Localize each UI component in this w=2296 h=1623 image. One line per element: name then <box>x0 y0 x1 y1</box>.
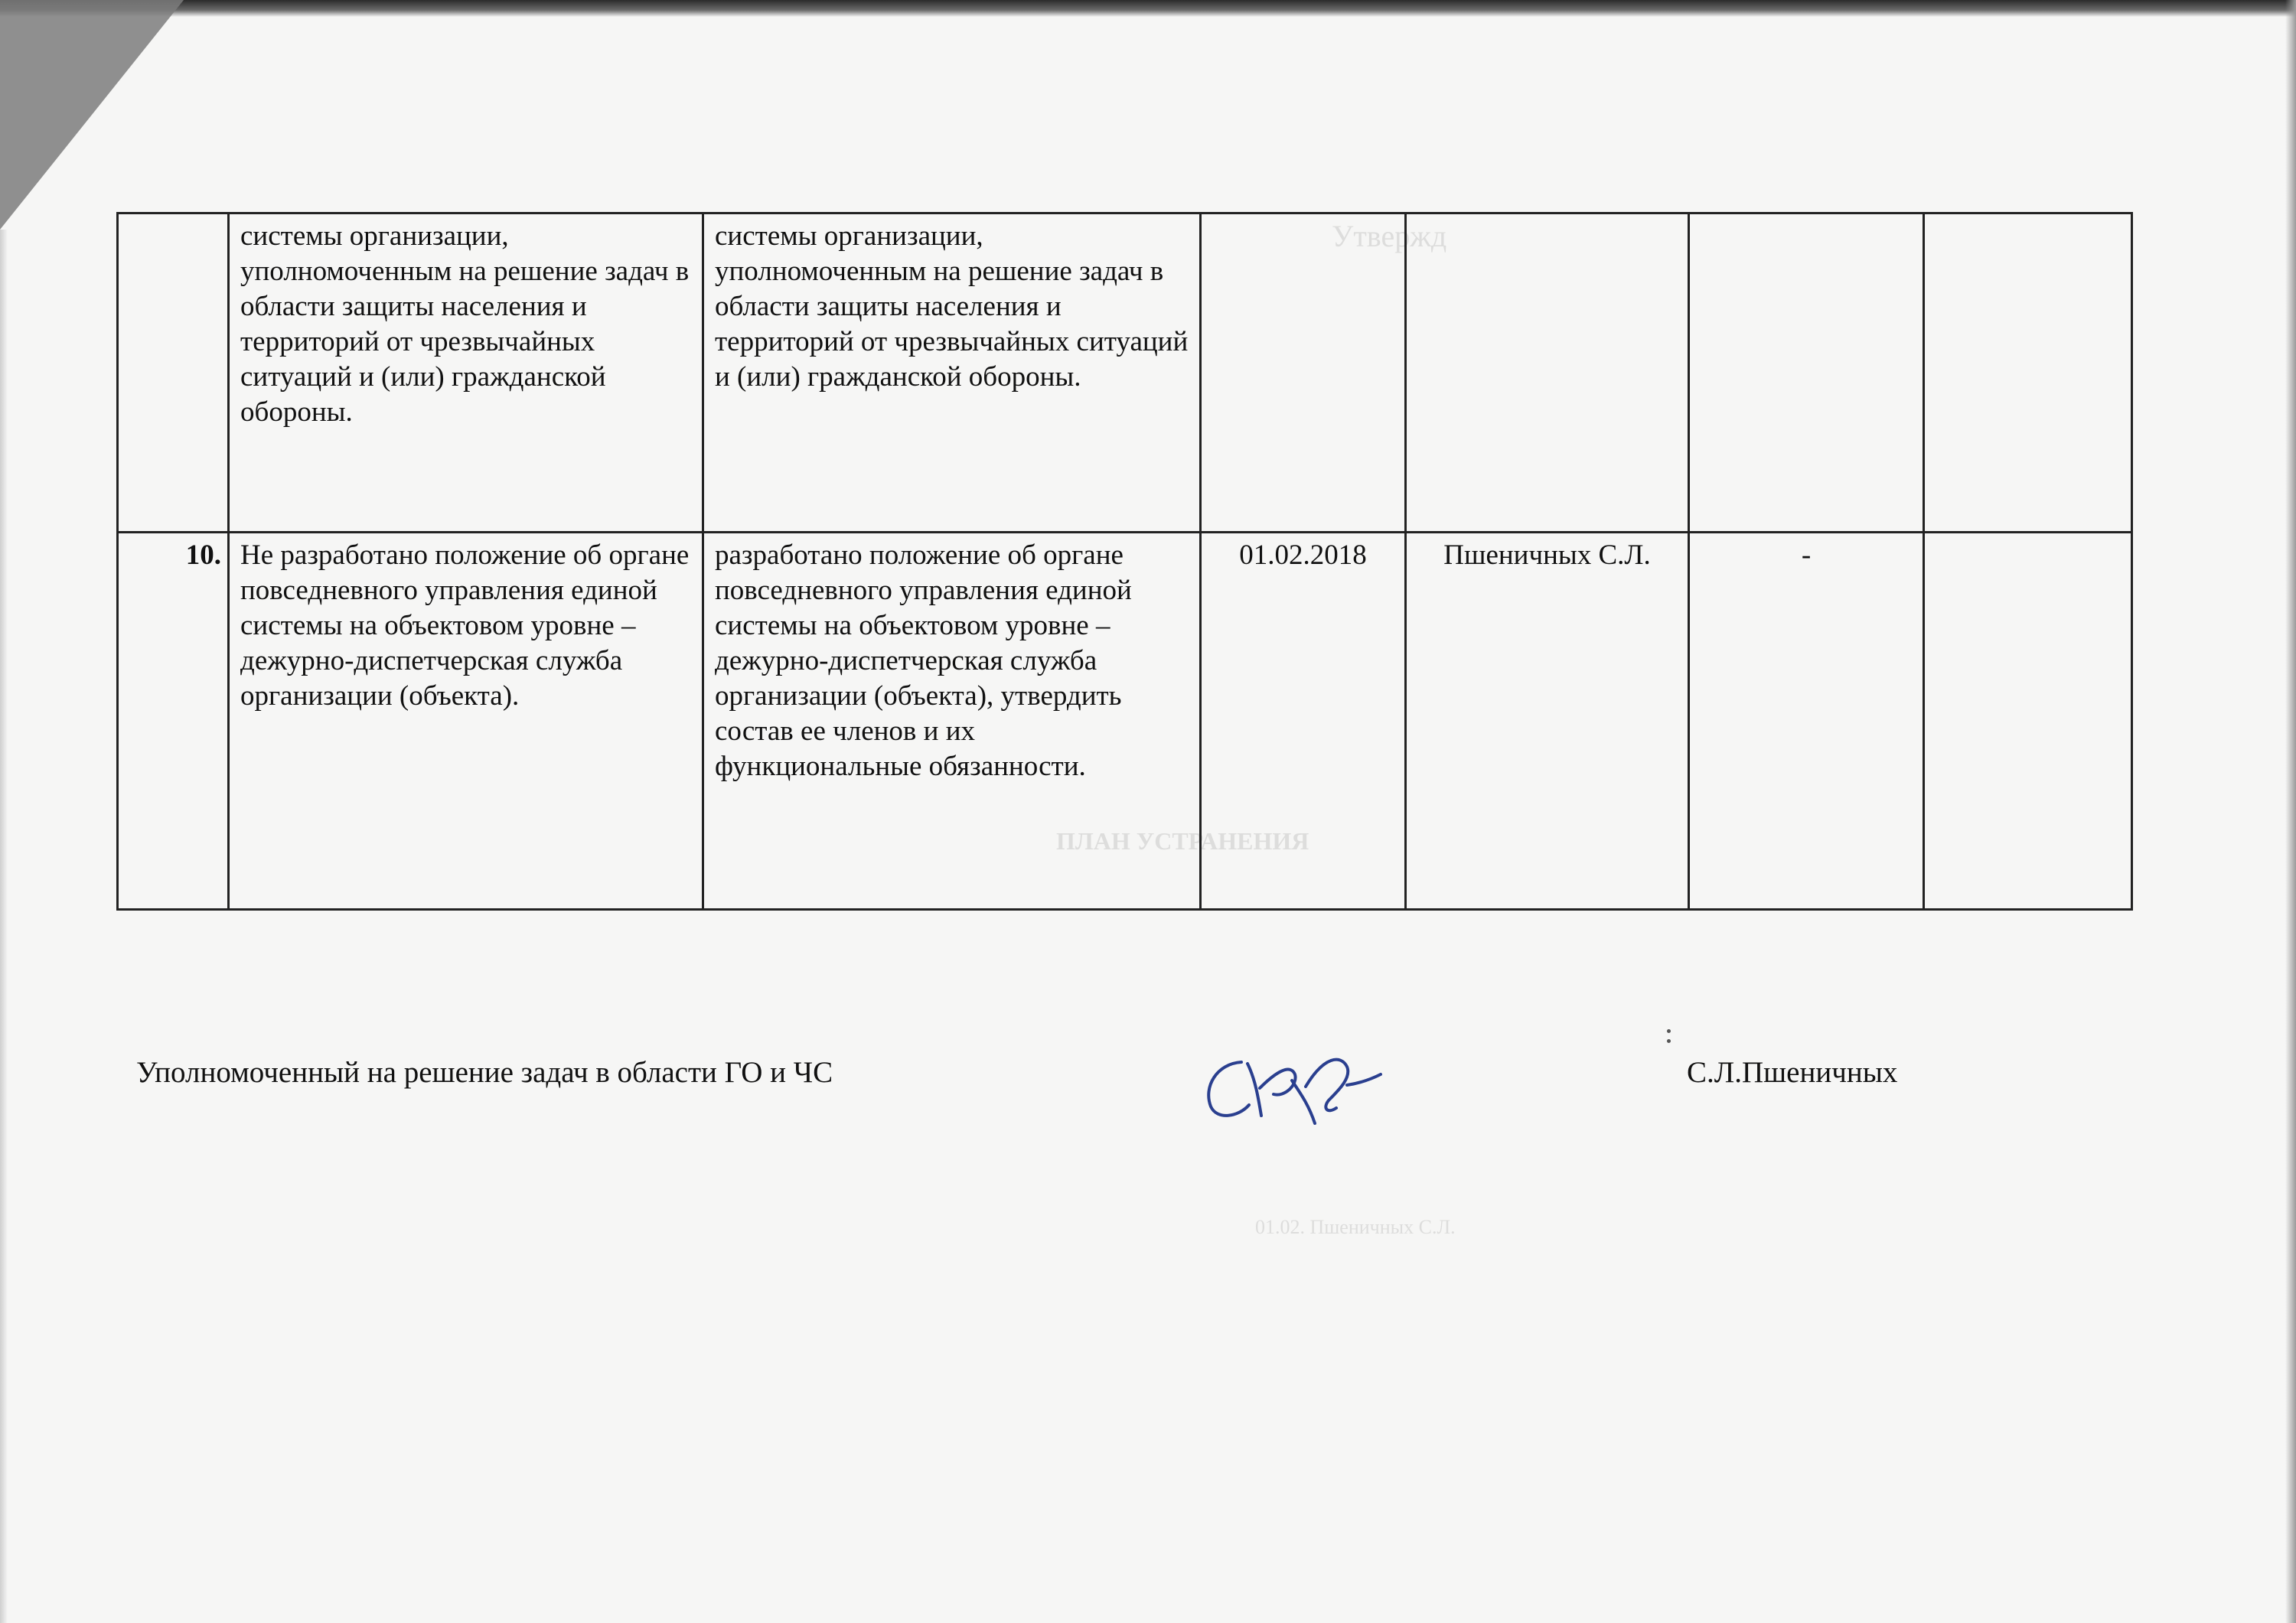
bleed-through-row: 01.02. Пшеничных С.Л. <box>1255 1216 1456 1238</box>
violation-cell: Не разработано положение об органе повседневного управления единой системы на объектовом уровне – дежурно-диспетчерская служба организации (объекта). <box>229 533 703 910</box>
note-cell <box>1689 213 1924 533</box>
responsible-cell <box>1406 213 1689 533</box>
scan-corner-shadow <box>0 0 184 230</box>
row-number-cell: 10. <box>118 533 229 910</box>
scan-left-edge <box>0 230 8 1623</box>
bleed-through-title: ПЛАН УСТРАНЕНИЯ <box>1056 827 1309 855</box>
ink-dot <box>1667 1029 1671 1033</box>
scan-top-edge <box>0 0 2296 17</box>
scan-right-edge <box>2285 0 2296 1623</box>
deadline-cell <box>1201 213 1406 533</box>
ink-dot <box>1667 1039 1671 1043</box>
row-number-cell <box>118 213 229 533</box>
signatory-role: Уполномоченный на решение задач в области ГО и ЧС <box>136 1056 833 1089</box>
bleed-through-heading: Утвержд <box>1332 219 1447 253</box>
signatory-name: С.Л.Пшеничных <box>1687 1056 1898 1089</box>
table-row <box>118 533 2132 910</box>
note-cell: - <box>1689 533 1924 910</box>
responsible-cell: Пшеничных С.Л. <box>1406 533 1689 910</box>
measure-cell: разработано положение об органе повседневного управления единой системы на объектовом уровне – дежурно-диспетчерская служба организации (объекта), утвердить состав ее членов и их функциональные обязанности. <box>703 533 1201 910</box>
remediation-plan-table <box>116 212 2133 911</box>
deadline-cell: 01.02.2018 <box>1201 533 1406 910</box>
extra-cell <box>1924 213 2132 533</box>
table-row <box>118 213 2132 533</box>
violation-cell: системы организации, уполномоченным на решение задач в области защиты населения и территорий от чрезвычайных ситуаций и (или) гражданской обороны. <box>229 213 703 533</box>
measure-cell: системы организации, уполномоченным на решение задач в области защиты населения и территорий от чрезвычайных ситуаций и (или) гражданской обороны. <box>703 213 1201 533</box>
extra-cell <box>1924 533 2132 910</box>
handwritten-signature <box>1194 1041 1393 1125</box>
